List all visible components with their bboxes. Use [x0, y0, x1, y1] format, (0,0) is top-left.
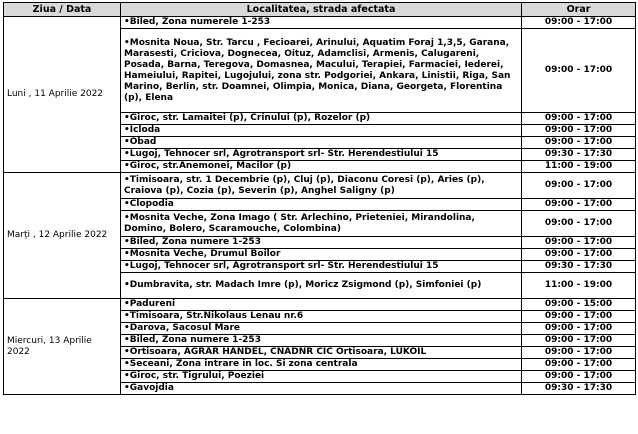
- location-cell: •Mosnita Veche, Zona Imago ( Str. Arlechino, Prieteniei, Mirandolina, Domino, Bolero, Scaramouche, Colombina): [121, 211, 522, 237]
- location-cell: •Lugoj, Tehnocer srl, Agrotransport srl- Str. Herendestiului 15: [121, 149, 522, 161]
- location-cell: •Giroc, str.Anemonei, Macilor (p): [121, 161, 522, 173]
- location-cell: •Mosnita Noua, Str. Tarcu , Fecioarei, Arinului, Aquatim Foraj 1,3,5, Garana, Marasesti, Criciova, Dognecea, Oituz, Adamclisi, Armenis, Calugareni, Posada, Barna, Teregova, Domasnea, Macului, Terapiei, Farmaciei, Iederei, Hameiului, Rapitei, Lugojului, zona str. Podgoriei, Ankara, Linistii, Riga, San Marino, Berlin, str. Doamnei, Olimpia, Monica, Diana, Georgeta, Florentina (p), Elena: [121, 29, 522, 113]
- time-cell: 09:00 - 17:00: [522, 113, 636, 125]
- time-cell: 09:00 - 17:00: [522, 173, 636, 199]
- time-cell: 09:00 - 17:00: [522, 311, 636, 323]
- header-time: Orar: [522, 3, 636, 17]
- time-cell: 09:00 - 17:00: [522, 335, 636, 347]
- location-cell: •Darova, Sacosul Mare: [121, 323, 522, 335]
- time-cell: 09:00 - 17:00: [522, 137, 636, 149]
- table-row: [4, 173, 636, 199]
- location-cell: •Clopodia: [121, 199, 522, 211]
- location-cell: •Mosnita Veche, Drumul Boilor: [121, 249, 522, 261]
- header-day: Ziua / Data: [4, 3, 121, 17]
- location-cell: •Giroc, str. Lamaitei (p), Crinului (p), Rozelor (p): [121, 113, 522, 125]
- time-cell: 09:00 - 17:00: [522, 249, 636, 261]
- time-cell: 09:00 - 15:00: [522, 299, 636, 311]
- time-cell: 09:00 - 17:00: [522, 125, 636, 137]
- schedule-body: [4, 17, 636, 395]
- time-cell: 09:00 - 17:00: [522, 359, 636, 371]
- location-cell: •Giroc, str. Tigrului, Poeziei: [121, 371, 522, 383]
- location-cell: •Gavojdia: [121, 383, 522, 395]
- location-cell: •Lugoj, Tehnocer srl, Agrotransport srl- Str. Herendestiului 15: [121, 261, 522, 273]
- time-cell: 09:00 - 17:00: [522, 237, 636, 249]
- time-cell: 11:00 - 19:00: [522, 273, 636, 299]
- time-cell: 11:00 - 19:00: [522, 161, 636, 173]
- time-cell: 09:00 - 17:00: [522, 347, 636, 359]
- header-row: [4, 3, 636, 17]
- header-location: Localitatea, strada afectata: [121, 3, 522, 17]
- time-cell: 09:30 - 17:30: [522, 383, 636, 395]
- location-cell: •Padureni: [121, 299, 522, 311]
- time-cell: 09:00 - 17:00: [522, 17, 636, 29]
- day-cell: Marți , 12 Aprilie 2022: [4, 173, 121, 299]
- table-row: [4, 299, 636, 311]
- table-row: [4, 17, 636, 29]
- time-cell: 09:00 - 17:00: [522, 211, 636, 237]
- time-cell: 09:00 - 17:00: [522, 371, 636, 383]
- time-cell: 09:00 - 17:00: [522, 199, 636, 211]
- day-cell: Luni , 11 Aprilie 2022: [4, 17, 121, 173]
- location-cell: •Biled, Zona numere 1-253: [121, 335, 522, 347]
- location-cell: •Obad: [121, 137, 522, 149]
- location-cell: •Dumbravita, str. Madach Imre (p), Moricz Zsigmond (p), Simfoniei (p): [121, 273, 522, 299]
- schedule-table: [3, 2, 636, 395]
- time-cell: 09:00 - 17:00: [522, 323, 636, 335]
- location-cell: •Timisoara, str. 1 Decembrie (p), Cluj (p), Diaconu Coresi (p), Aries (p), Craiova (p), Cozia (p), Severin (p), Anghel Saligny (p): [121, 173, 522, 199]
- location-cell: •Seceani, Zona intrare in loc. Si zona centrala: [121, 359, 522, 371]
- time-cell: 09:30 - 17:30: [522, 149, 636, 161]
- location-cell: •Biled, Zona numerele 1-253: [121, 17, 522, 29]
- location-cell: •Timisoara, Str.Nikolaus Lenau nr.6: [121, 311, 522, 323]
- time-cell: 09:00 - 17:00: [522, 29, 636, 113]
- time-cell: 09:30 - 17:30: [522, 261, 636, 273]
- day-cell: Miercuri, 13 Aprilie 2022: [4, 299, 121, 395]
- location-cell: •Ortisoara, AGRAR HANDEL, CNADNR CIC Ortisoara, LUKOIL: [121, 347, 522, 359]
- location-cell: •Icloda: [121, 125, 522, 137]
- location-cell: •Biled, Zona numere 1-253: [121, 237, 522, 249]
